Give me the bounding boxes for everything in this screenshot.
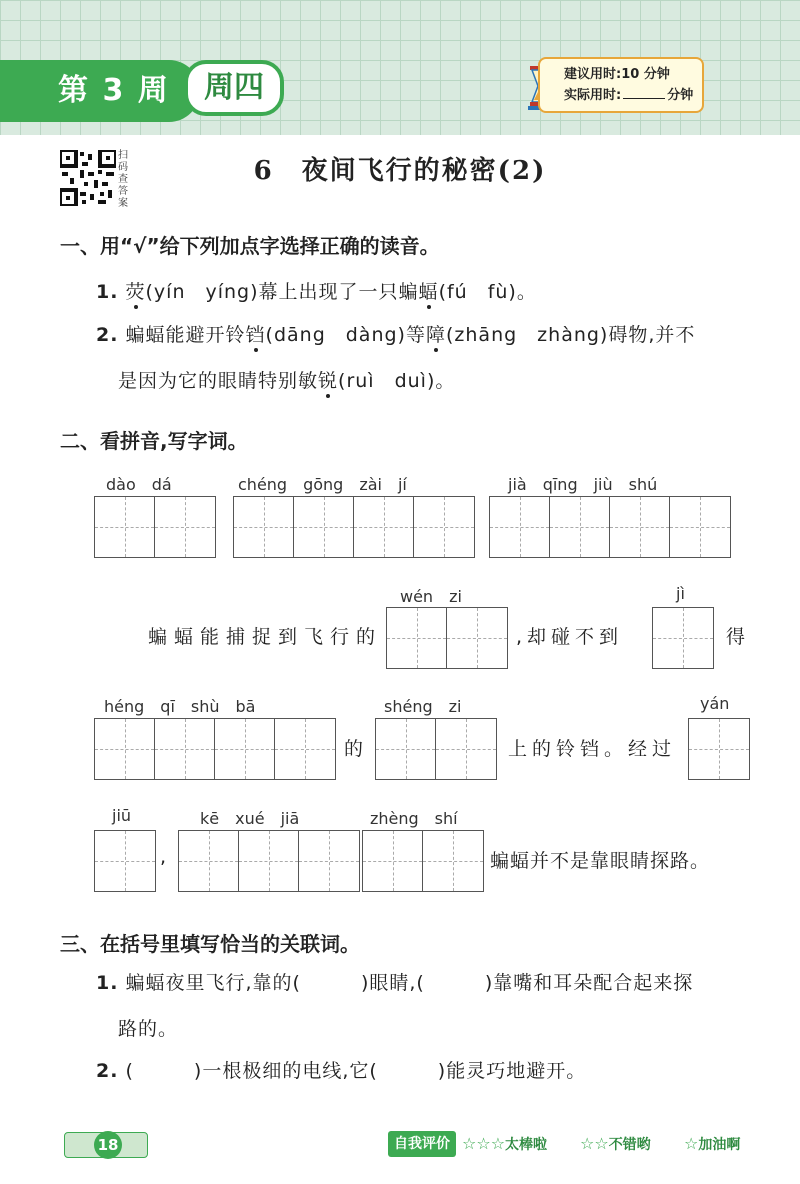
writing-grid-wenzi[interactable] — [386, 607, 508, 669]
writing-grid-kexuejia[interactable] — [178, 830, 360, 892]
pinyin-ji: jì — [676, 584, 685, 603]
writing-grid-jiu[interactable] — [94, 830, 156, 892]
eval-option-good[interactable]: ☆☆不错哟 — [580, 1134, 651, 1153]
eval-option-great[interactable]: ☆☆☆太棒啦 — [462, 1134, 548, 1153]
section2-heading: 二、看拼音,写字词。 — [60, 429, 248, 453]
writing-grid-ji[interactable] — [652, 607, 714, 669]
writing-grid-yan[interactable] — [688, 718, 750, 780]
pinyin-daoda: dào dá — [106, 475, 172, 494]
s1-question-1: 1. 荧(yín yíng)幕上出现了一只蝙蝠(fú fù)。 — [96, 281, 537, 303]
section1-heading: 一、用“√”给下列加点字选择正确的读音。 — [60, 234, 440, 258]
writing-grid-shengzi[interactable] — [375, 718, 497, 780]
row4-comma: , — [160, 846, 171, 868]
s3-question-1-line2: 路的。 — [118, 1018, 179, 1040]
s1-question-2-line2: 是因为它的眼睛特别敏锐(ruì duì)。 — [118, 370, 456, 392]
row2-text-pre: 蝙蝠能捕捉到飞行的 — [148, 626, 383, 648]
s3-question-1: 1. 蝙蝠夜里飞行,靠的( )眼睛,( )靠嘴和耳朵配合起来探 — [96, 972, 694, 994]
row3-text-mid: 上的铃铛。经过 — [508, 738, 677, 760]
pinyin-yan: yán — [700, 694, 730, 713]
row4-text-post: 蝙蝠并不是靠眼睛探路。 — [490, 850, 711, 872]
page-number: 18 — [94, 1131, 122, 1159]
pinyin-hengqi: héng qī shù bā — [104, 697, 256, 716]
star-icon: ☆ — [684, 1134, 699, 1153]
qr-label: 扫码查答案 — [118, 150, 128, 209]
s3-question-2: 2. ( )一根极细的电线,它( )能灵巧地避开。 — [96, 1060, 587, 1082]
week-badge: 第 3 周 — [0, 60, 200, 122]
row3-text-de: 的 — [344, 738, 368, 760]
writing-grid-jiaqing[interactable] — [489, 496, 731, 558]
writing-grid-chenggong[interactable] — [233, 496, 475, 558]
writing-grid-daoda[interactable] — [94, 496, 216, 558]
self-evaluation-label: 自我评价 — [388, 1131, 456, 1157]
pinyin-chenggong: chéng gōng zài jí — [238, 475, 407, 494]
pinyin-zhengshi: zhèng shí — [370, 809, 458, 828]
time-box — [538, 57, 704, 113]
star-icon: ☆☆☆ — [462, 1134, 506, 1153]
actual-time: 实际用时: 分钟 — [564, 88, 694, 103]
s1-question-2: 2. 蝙蝠能避开铃铛(dāng dàng)等障(zhāng zhàng)碍物,并不 — [96, 324, 696, 346]
pinyin-shengzi: shéng zi — [384, 697, 462, 716]
writing-grid-zhengshi[interactable] — [362, 830, 484, 892]
day-badge: 周四 — [184, 60, 284, 116]
page-title: 6 夜间飞行的秘密(2) — [253, 156, 547, 186]
section3-heading: 三、在括号里填写恰当的关联词。 — [60, 932, 360, 956]
pinyin-jiaqing: jià qīng jiù shú — [508, 475, 658, 494]
row2-text-mid: ,却碰不到 — [516, 626, 624, 648]
pinyin-kexuejia: kē xué jiā — [200, 809, 300, 828]
writing-grid-hengqi[interactable] — [94, 718, 336, 780]
pinyin-wenzi: wén zi — [400, 587, 462, 606]
row2-text-post: 得 — [726, 626, 750, 648]
suggested-time: 建议用时:10 分钟 — [564, 67, 670, 82]
eval-option-cheer[interactable]: ☆加油啊 — [684, 1134, 741, 1153]
pinyin-jiu: jiū — [112, 806, 132, 825]
star-icon: ☆☆ — [580, 1134, 609, 1153]
